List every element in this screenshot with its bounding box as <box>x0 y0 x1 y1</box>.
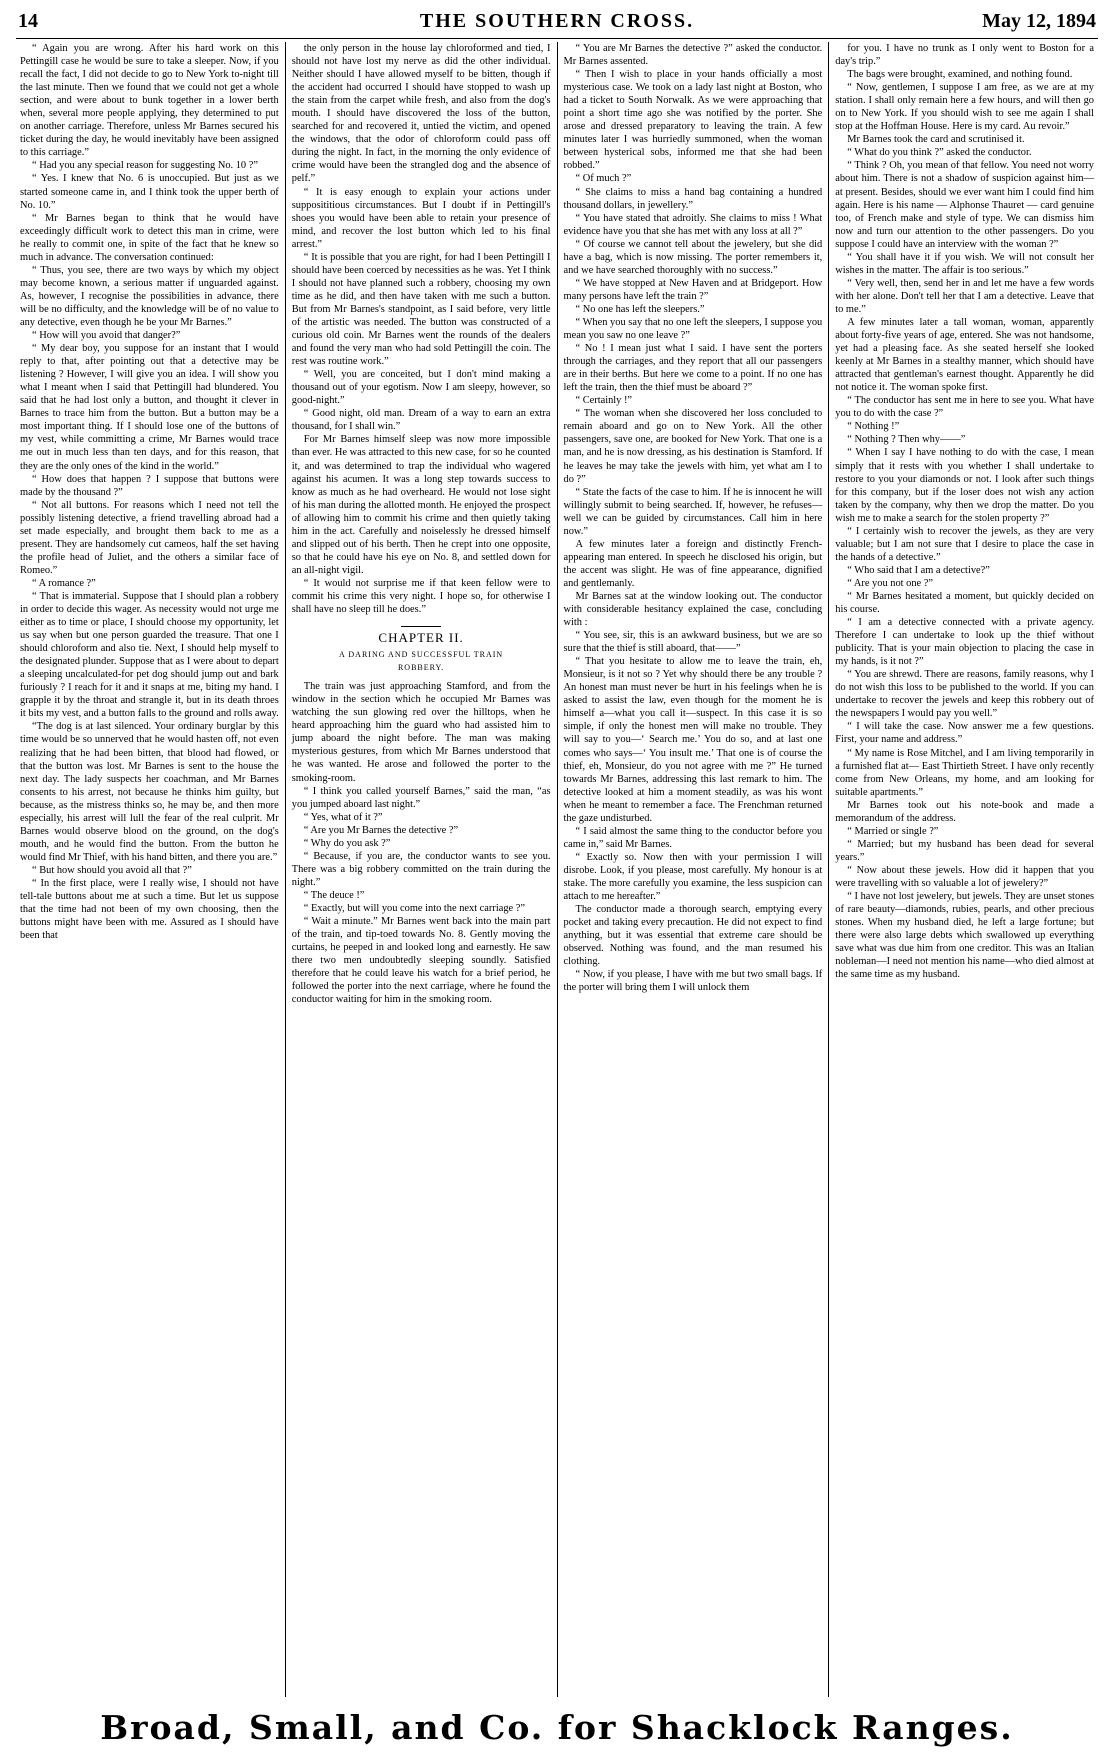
paragraph: “ Who said that I am a detective?” <box>847 564 990 576</box>
paragraph: “ How will you avoid that danger?” <box>32 330 181 342</box>
paragraph: “ But how should you avoid all that ?” <box>32 864 192 876</box>
paragraph: “ Certainly !” <box>575 395 633 407</box>
paragraph: “ Are you Mr Barnes the detective ?” <box>303 824 459 836</box>
paragraph: “ Of course we cannot tell about the jewelery, but she did have a bag, which is now missing. The porter remembers it, and we have searched thoroughly with no success.” <box>563 238 823 276</box>
paragraph: “ Of much ?” <box>575 173 632 185</box>
paragraph: For Mr Barnes himself sleep was now more impossible than ever. He was attracted to this new case, for so he counted it, and was determined to trap the individual who wagered against his acumen. It was a long step towards success to know as much as he had overheard. He would not lose sight of his man during the allotted month. He enjoyed the prospect of allowing him to commit his crime and then quietly taking him in the act. Carefully and noiselessly he dressed himself and slipped out of his berth. Then he crept into one opposite, so that he could have his eye on No. 8, and settled down for an all-night vigil. <box>291 434 551 576</box>
paragraph: “ It is easy enough to explain your actions under supposititious circumstances. But I doubt if in Pettingill's shoes you would have been able to retain your presence of mind, and recover the lost button which led to his final arrest.” <box>291 186 551 250</box>
paragraph: “ My dear boy, you suppose for an instant that I would reply to that, after pointing out that a detective may be listening ? However, I will give you an idea. I will show you what I meant when I said that Pettingill had blundered. You said that he had lost only a button, and thought it clever in Barnes to trace him from the button. But a button may be a most important thing. If I should lose one of the buttons of my vest, while committing a crime, Mr Barnes would trace me out in much less than ten days, and for this reason, that they are the only ones of the kind in the world.” <box>20 343 279 472</box>
paragraph: A few minutes later a tall woman, woman, apparently about forty-five years of age, entered. She was not handsome, yet had a pleasing face. As she seated herself she looked keenly at Mr Barnes in a stealthy manner, which should have attracted that gentleman's earnest thought. Apparently he did not notice it. The woman spoke first. <box>835 316 1094 394</box>
paragraph: “ Mr Barnes hesitated a moment, but quickly decided on his course. <box>835 590 1094 616</box>
divider <box>401 626 441 627</box>
chapter-subtitle-continued: ROBBERY. <box>397 663 445 673</box>
chapter-heading-block <box>292 626 551 674</box>
paragraph: A few minutes later a foreign and distinctly French-appearing man entered. In speech he disclosed his origin, but the accent was slight. He was of fine appearance, dignified and gentlemanly. <box>563 538 823 589</box>
paragraph: “ Are you not one ?” <box>847 577 933 589</box>
paragraph: Mr Barnes sat at the window looking out. The conductor with considerable hesitancy explained the case, concluding with : <box>563 590 823 629</box>
paragraph: “ Very well, then, send her in and let me have a few words with her alone. Don't tell her that I am a detective. Leave that to me.” <box>835 277 1094 315</box>
paragraph: “ Yes, what of it ?” <box>303 811 383 823</box>
paragraph: “ That you hesitate to allow me to leave the train, eh, Monsieur, is it not so ? Yet why should there be any trouble ? An honest man must never be hurt in his feelings when he is asked to assist the law, even though for the moment he is himself a—what you call it—suspect. In this case it is so simple, if only the honest men will make no trouble. They will say to you—‘ Search me.’ You do so, and at last one comes who says—‘ You insult me.’ That one is of course the thief, eh, Monsieur, do you not agree with me ?” He turned towards Mr Barnes, addressing this last remark to him. The detective looked at him a moment steadily, as was his wont when he meant to remember a face. The Frenchman returned the gaze undisturbed. <box>563 656 823 824</box>
paragraph: “ The deuce !” <box>303 889 365 901</box>
paragraph: “ Good night, old man. Dream of a way to earn an extra thousand, for I shall win.” <box>291 408 551 433</box>
paragraph: “ In the first place, were I really wise, I should not have tell-tale buttons about me at such a time. But let us suppose that the time had not been of my own choosing, then the buttons might have been with me. Assured as I should have been that <box>20 878 279 942</box>
paragraph: “ Had you any special reason for suggesting No. 10 ?” <box>32 160 258 172</box>
paragraph: “ When I say I have nothing to do with the case, I mean simply that it rests with you whether I shall undertake to restore to you your diamonds or not. I look after such things for this company, but if the loser does not wish any action taken by the company, why then we drop the matter. Do you wish me to make a search for the stolen property ?” <box>835 447 1094 524</box>
newspaper-title: THE SOUTHERN CROSS. <box>419 10 695 32</box>
paragraph: “ I am a detective connected with a private agency. Therefore I can undertake to look up the thief without publicity. That is your main objection to placing the case in my hands, is it not ?” <box>835 617 1094 668</box>
paragraph: “ Why do you ask ?” <box>303 837 391 849</box>
paragraph: “ The woman when she discovered her loss concluded to remain aboard and go on to New York. All the other passengers, save one, are booked for New York. That one is a man, and he is now dressing, as his destination is Stamford. If he leaves he may take the jewels with him, yet what am I to do ?” <box>563 408 823 485</box>
paragraph: for you. I have no trunk as I only went to Boston for a day's trip.” <box>835 43 1094 68</box>
paragraph: “ A romance ?” <box>32 577 96 589</box>
paragraph: “ Mr Barnes began to think that he would have exceedingly difficult work to detect this man in crime, were he really to commit one, in spite of the fact that he knew so much in advance. The conversation continued: <box>20 212 279 263</box>
paragraph: “ Thus, you see, there are two ways by which my object may become known, a serious matter if unguarded against. As, however, I recognise the possibilities in advance, there will be no difficulty, and the knowledge will be of no value to any detective, even though he be your Mr Barnes.” <box>20 264 279 328</box>
text-column-1 <box>14 42 285 1697</box>
issue-date: May 12, 1894 <box>982 10 1096 32</box>
paragraph: “ I said almost the same thing to the conductor before you came in,” said Mr Barnes. <box>563 825 823 850</box>
paragraph: “ Exactly so. Now then with your permission I will disrobe. Look, if you please, most carefully. My honour is at stake. The more carefully you examine, the less suspicion can attach to me hereafter.” <box>563 851 823 903</box>
paragraph: the only person in the house lay chloroformed and tied, I should not have lost my nerve as did the other individual. Neither should I have allowed myself to be bitten, though if the accident had occurred I should have stopped to wash up the stain from the carpet while fresh, and also from the dog's mouth. I should have discovered the loss of the button, searched for and recovered it, untied the victim, and opened the windows, that the odor of chloroform could pass off during the night. In fact, in the morning the only evidence of crime would have been the strangled dog and the absence of pelf.” <box>291 43 551 185</box>
paragraph: Mr Barnes took the card and scrutinised it. <box>847 134 1025 146</box>
paragraph: “ You shall have it if you wish. We will not consult her wishes in the matter. The affair is too serious.” <box>835 251 1094 276</box>
paragraph: “ I certainly wish to recover the jewels, as they are very valuable; but I am not sure that I desire to place the case in the hands of a detective.” <box>835 525 1094 563</box>
paragraph: “ Not all buttons. For reasons which I need not tell the possibly listening detective, a friend travelling abroad had a set made especially, and brought them back to me as a present. They are handsomely cut cameos, half the set having the profile head of Juliet, and the others a similar face of Romeo.” <box>20 499 279 576</box>
paragraph: “ Now about these jewels. How did it happen that you were travelling with so valuable a lot of jewelery?” <box>835 864 1094 889</box>
paragraph: “ Exactly, but will you come into the next carriage ?” <box>303 903 525 914</box>
paragraph: “ Now, gentlemen, I suppose I am free, as we are at my station. I shall only remain here a few hours, and will then go on to New York. If you should wish to see me again I shall stop at the Hoffman House. Here is my card. Au revoir.” <box>835 82 1094 133</box>
article-columns <box>14 42 1100 1697</box>
paragraph: “ You see, sir, this is an awkward business, but we are so sure that the thief is still aboard, that——” <box>563 630 823 655</box>
shacklock-ranges-advertisement: Broad, Small, and Co. for Shacklock Ranges. <box>100 1708 1014 1747</box>
paragraph: “ Yes. I knew that No. 6 is unoccupied. But just as we started someone came in, and I think took the upper berth of No. 10.” <box>20 173 279 211</box>
paragraph: “ She claims to miss a hand bag containing a hundred thousand dollars, in jewellery.” <box>563 186 823 211</box>
text-column-4 <box>828 42 1100 1697</box>
paragraph: “ How does that happen ? I suppose that buttons were made by the thousand ?” <box>20 473 279 498</box>
paragraph: “ No one has left the sleepers.” <box>575 303 705 315</box>
paragraph: “ The conductor has sent me in here to see you. What have you to do with the case ?” <box>835 395 1094 420</box>
paragraph: “ Nothing !” <box>847 421 900 433</box>
paragraph: “ Then I wish to place in your hands officially a most mysterious case. We took on a lady last night at Boston, who had a ticket to South Norwalk. As we were approaching that point a short time ago she was notified by the porter. She arose and dressed preparatory to leaving the train. A few minutes later I was hurriedly summoned, when the woman between hysterical sobs, informed me that she had been robbed.” <box>563 69 823 172</box>
paragraph: “ That is immaterial. Suppose that I should plan a robbery in order to decide this wager. As necessity would not urge me either as to time or place, I should choose my opportunity, let us say when but one person guarded the treasure. That one I should chloroform and also tie. Next, I should help myself to the designated plunder. Suppose that as I were about to depart a sleeping uncalculated-for pet dog should jump out and bark furiously ? I reach for it and it snaps at me, biting my hand. I grapple it by the throat and strangle it, but in its death throes it bits my vest, and a button falls to the ground and rolls away. <box>20 590 279 720</box>
paragraph: “ It is possible that you are right, for had I been Pettingill I should have been coerced by necessities as he was. Yet I think I should not have planned such a robbery, choosing my own time as he did, and then have taken with me such a button. But from Mr Barnes's standpoint, as I said before, very little of the artistic was needed. The button was constructed of a curious old coin. Mr Barnes went the rounds of the dealers and found the very man who had sold Pettingill the coin. The rest was routine work.” <box>291 251 551 368</box>
text-column-2 <box>285 42 557 1697</box>
paragraph: Mr Barnes took out his note-book and made a memorandum of the address. <box>835 799 1094 824</box>
paragraph: The bags were brought, examined, and nothing found. <box>847 69 1073 81</box>
paragraph: “ No ! I mean just what I said. I have sent the porters through the carriages, and they report that all our passengers are in their berths. But here we come to a point. If no one has left the train, then the thief must be aboard ?” <box>563 343 823 394</box>
text-column-3 <box>557 42 829 1697</box>
page-number: 14 <box>18 10 38 32</box>
paragraph: “ You are Mr Barnes the detective ?” asked the conductor. Mr Barnes assented. <box>563 43 823 68</box>
paragraph: “ I will take the case. Now answer me a few questions. First, your name and address.” <box>835 721 1094 746</box>
paragraph: “ What do you think ?” asked the conductor. <box>847 147 1032 159</box>
paragraph: “ State the facts of the case to him. If he is innocent he will willingly submit to being searched. If, however, he refuses—well we can be guided by circumstances. Call him in here now.” <box>563 486 823 537</box>
paragraph: “ We have stopped at New Haven and at Bridgeport. How many persons have left the train ?” <box>563 277 823 302</box>
paragraph: “ Married or single ?” <box>847 825 939 837</box>
paragraph: “ Again you are wrong. After his hard work on this Pettingill case he would be sure to take a sleeper. Now, if you recall the fact, I did not decide to go to New York to-night till the last minute. Then we found that we could not get a whole section, and were about to bunk together in a lower berth when, several more people applying, they determined to put on another carriage. Therefore, unless Mr Barnes secured his ticket during the day, he would inevitably have been assigned to this carriage.” <box>20 43 279 159</box>
paragraph: “ My name is Rose Mitchel, and I am living temporarily in a furnished flat at— East Thirtieth Street. I have only recently come from New Orleans, my home, and am looking for suitable apartments.” <box>835 747 1094 798</box>
paragraph: “ When you say that no one left the sleepers, I suppose you mean you saw no one leave ?” <box>563 316 823 342</box>
paragraph: The train was just approaching Stamford, and from the window in the section which he occupied Mr Barnes was watching the sun glowing red over the hilltops, when he heard approaching him the guard who had assisted him to jump aboard the night before. The man was making mysterious gestures, from which Mr Barnes understood that he was wanted. He arose and followed the porter to the smoking-room. <box>291 681 551 784</box>
paragraph: “ Think ? Oh, you mean of that fellow. You need not worry about him. There is not a shadow of suspicion against him—at present. Besides, should we ever want him I could find him again. Here is his name — Alphonse Thauret — card genuine too, of French make and style of type. We can dismiss him now and turn our attention to the other passengers. Do you suppose I could have an interview with the woman ?” <box>835 160 1094 250</box>
paragraph: “ Nothing ? Then why——” <box>847 434 966 446</box>
paragraph: “The dog is at last silenced. Your ordinary burglar by this time would be so unnerved that he would hasten off, not even realizing that he had been bitten, that blood had flowed, or that the button was lost. Mr Barnes is sent to the house the next day. The lady suspects her coachman, and Mr Barnes consents to his arrest, not because he thinks him guilty, but because, as the mistress thinks so, he may be, and then more especially, his arrest will lull the fear of the real culprit. Mr Barnes would observe blood on the ground, on the dog's mouth, and he would find the button. From the button he would find Mr Thief, with his hand bitten, and there you are.” <box>20 721 279 863</box>
paragraph: “ Wait a minute.” Mr Barnes went back into the main part of the train, and tip-toed towards No. 8. Gently moving the curtains, he peeped in and looked long and earnestly. He saw there two men undoubtedly sleeping soundly. Satisfied therefore that he could leave his watch for a brief period, he followed the porter into the next carriage, where he found the conductor waiting for him in the smoking room. <box>291 916 551 1006</box>
paragraph: “ I have not lost jewelery, but jewels. They are unset stones of rare beauty—diamonds, rubies, pearls, and other precious stones. When my husband died, he left a large fortune; but there were also large debts which swallowed up everything save what was due him from one creditor. This was an Italian nobleman—I need not mention his name—who died almost at the same time as my husband. <box>835 891 1094 981</box>
chapter-subtitle: A DARING AND SUCCESSFUL TRAIN <box>339 650 504 660</box>
chapter-title: CHAPTER II. <box>378 630 464 646</box>
paragraph: “ Because, if you are, the conductor wants to see you. There was a big robbery committed on the train during the night.” <box>291 850 551 888</box>
paragraph: The conductor made a thorough search, emptying every pocket and taking every precaution. He did not expect to find anything, but it was essential that extreme care should be observed. Nothing was found, and the man resumed his clothing. <box>563 904 823 968</box>
page-header <box>16 8 1098 39</box>
paragraph: “ You are shrewd. There are reasons, family reasons, why I do not wish this loss to be published to the world. If you can undertake to recover the jewels and keep this robbery out of the newspapers I would pay you well.” <box>835 669 1094 720</box>
paragraph: “ I think you called yourself Barnes,” said the man, “as you jumped aboard last night.” <box>291 785 551 810</box>
paragraph: “ You have stated that adroitly. She claims to miss ! What evidence have you that she has met with any loss at all ?” <box>563 212 823 237</box>
paragraph: “ It would not surprise me if that keen fellow were to commit his crime this very night. I hope so, for otherwise I shall have no sleep till he does.” <box>291 577 551 616</box>
paragraph: “ Now, if you please, I have with me but two small bags. If the porter will bring them I will unlock them <box>563 969 823 994</box>
paragraph: “ Well, you are conceited, but I don't mind making a thousand out of your egotism. Now I am sleepy, however, so good-night.” <box>291 369 551 407</box>
paragraph: “ Married; but my husband has been dead for several years.” <box>835 838 1094 863</box>
